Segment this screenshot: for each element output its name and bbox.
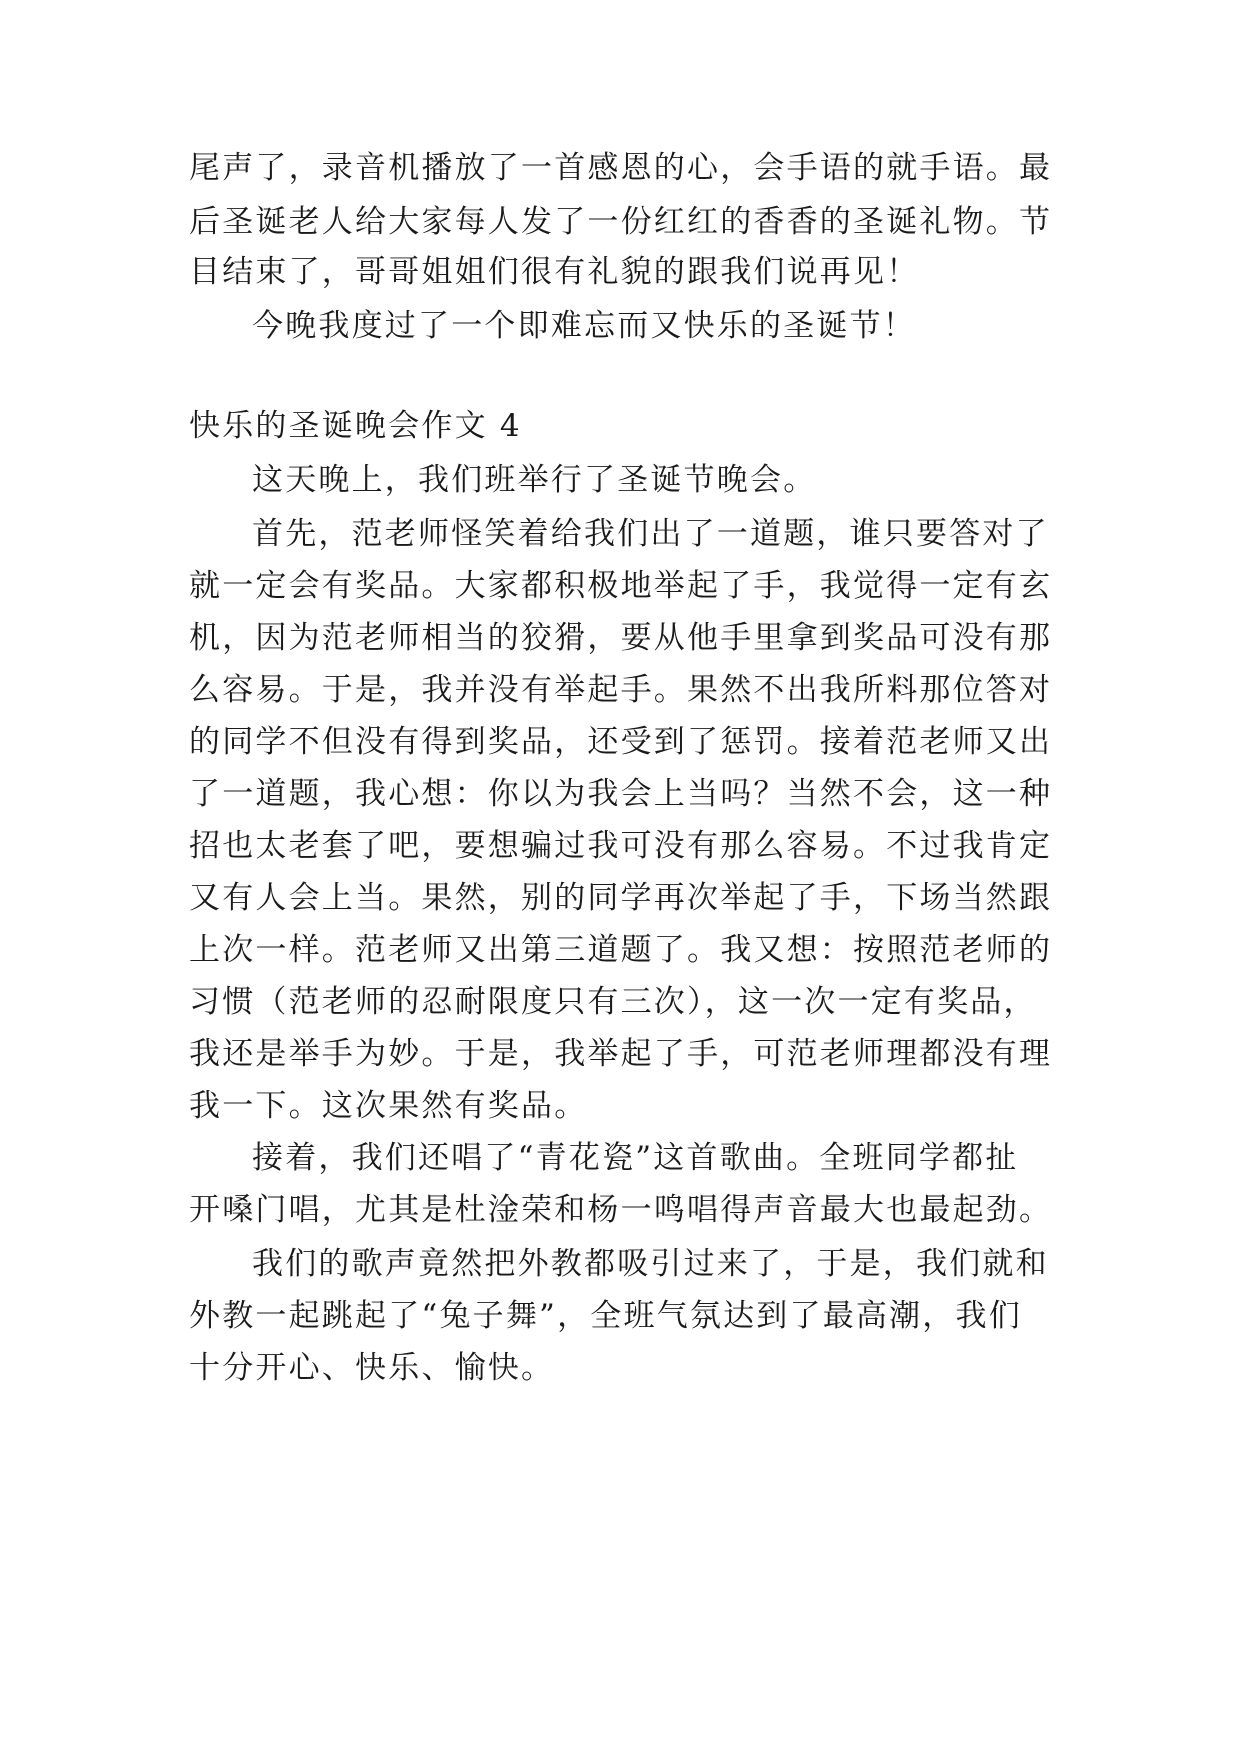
paragraph-line: 后圣诞老人给大家每人发了一份红红的香香的圣诞礼物。节 xyxy=(189,204,1053,240)
paragraph-line: 外教一起跳起了“兔子舞”，全班气氛达到了最高潮，我们 xyxy=(189,1298,1022,1334)
closing-line: 今晚我度过了一个即难忘而又快乐的圣诞节！ xyxy=(252,308,916,344)
paragraph-line: 又有人会上当。果然，别的同学再次举起了手，下场当然跟 xyxy=(189,880,1053,916)
paragraph-line: 这天晚上，我们班举行了圣诞节晚会。 xyxy=(252,462,817,498)
paragraph-line: 上次一样。范老师又出第三道题了。我又想：按照范老师的 xyxy=(189,932,1053,968)
paragraph-line: 开嗓门唱，尤其是杜淦荣和杨一鸣唱得声音最大也最起劲。 xyxy=(189,1192,1053,1228)
paragraph-line: 么容易。于是，我并没有举起手。果然不出我所料那位答对 xyxy=(189,672,1053,708)
paragraph-line: 习惯（范老师的忍耐限度只有三次），这一次一定有奖品， xyxy=(189,984,1037,1020)
paragraph-line: 接着，我们还唱了“青花瓷”这首歌曲。全班同学都扯 xyxy=(252,1140,1019,1176)
paragraph-line: 尾声了，录音机播放了一首感恩的心，会手语的就手语。最 xyxy=(189,150,1053,186)
paragraph-line: 招也太老套了吧，要想骗过我可没有那么容易。不过我肯定 xyxy=(189,828,1053,864)
paragraph-line: 的同学不但没有得到奖品，还受到了惩罚。接着范老师又出 xyxy=(189,724,1053,760)
paragraph-line: 机，因为范老师相当的狡猾，要从他手里拿到奖品可没有那 xyxy=(189,620,1053,656)
paragraph-line: 我还是举手为妙。于是，我举起了手，可范老师理都没有理 xyxy=(189,1036,1053,1072)
paragraph-line: 了一道题，我心想：你以为我会上当吗？当然不会，这一种 xyxy=(189,776,1053,812)
paragraph-line: 十分开心、快乐、愉快。 xyxy=(189,1350,555,1386)
section-title: 快乐的圣诞晚会作文 4 xyxy=(189,408,522,444)
paragraph-line: 我一下。这次果然有奖品。 xyxy=(189,1088,588,1124)
paragraph-line: 首先，范老师怪笑着给我们出了一道题，谁只要答对了 xyxy=(252,516,1049,552)
paragraph-line: 目结束了，哥哥姐姐们很有礼貌的跟我们说再见！ xyxy=(189,254,920,290)
paragraph-line: 就一定会有奖品。大家都积极地举起了手，我觉得一定有玄 xyxy=(189,568,1053,604)
paragraph-line: 我们的歌声竟然把外教都吸引过来了，于是，我们就和 xyxy=(252,1246,1049,1282)
